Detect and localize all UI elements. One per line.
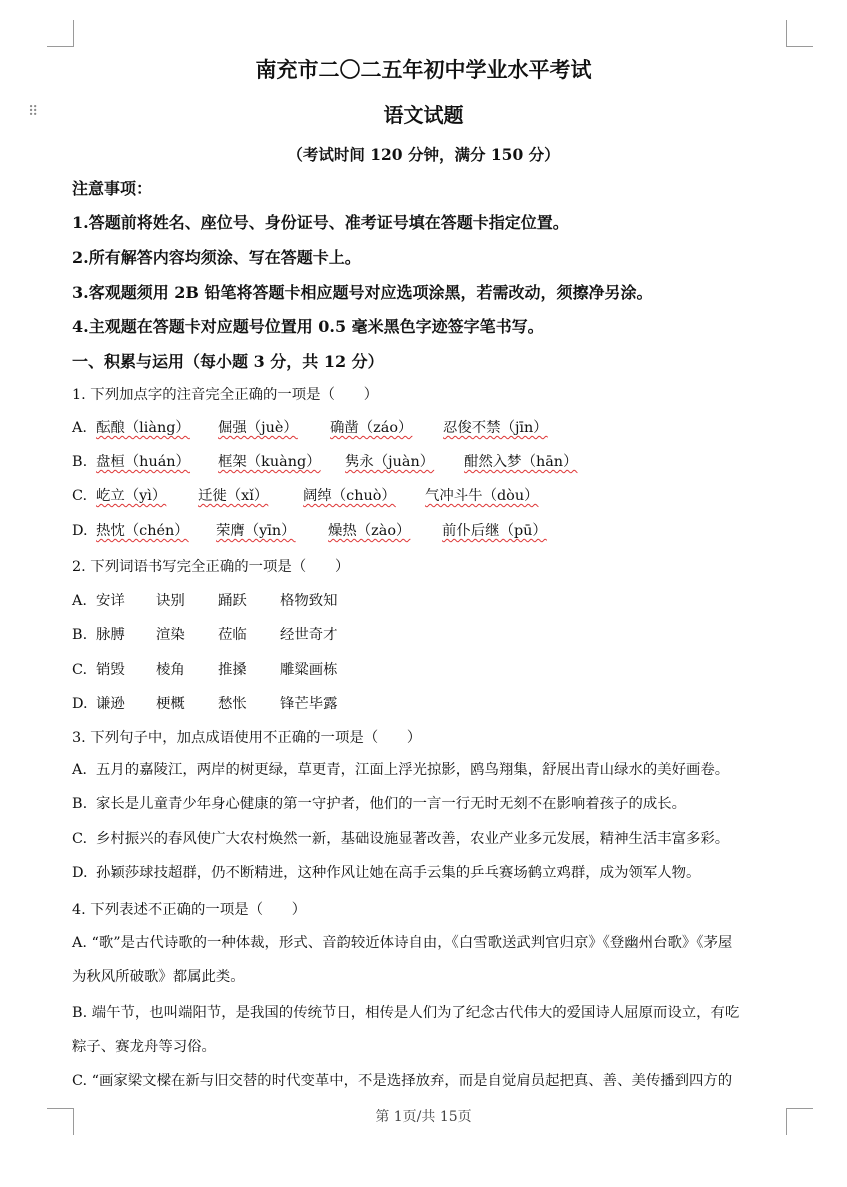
option-item: 酣然入梦（hān） [464,454,578,470]
notice-item: 3.客观题须用 2B 铅笔将答题卡相应题号对应选项涂黑，若需改动，须擦净另涂。 [72,283,653,302]
option-item: 盘桓（huán） [96,454,190,470]
option-item: 愁怅 [218,696,247,712]
option-item: 销毁 [96,662,125,678]
option-item: 阔绰（chuò） [303,488,396,504]
option-label: B. [72,796,88,812]
option-row [72,794,687,814]
option-item: 隽永（juàn） [345,454,435,470]
option-row [72,591,338,611]
option-item: 谦逊 [96,696,125,712]
option-item: 诀别 [156,593,185,609]
option-text: 乡村振兴的春风使广大农村焕然一新，基础设施显著改善，农业产业多元发展，精神生活丰富多彩。 [96,831,730,847]
option-item: 热忱（chén） [96,523,189,539]
option-item: 格物致知 [280,593,338,609]
option-row [72,760,730,780]
option-row [72,452,578,472]
option-item: 忍俊不禁（jīn） [443,420,548,436]
option-row [72,521,547,541]
option-row [72,694,338,714]
option-item: 推搡 [218,662,247,678]
question-stem: 1. 下列加点字的注音完全正确的一项是（ ） [72,387,379,403]
option-item: 燥热（zào） [328,523,411,539]
option-label: A. [72,593,87,609]
notice-item: 1.答题前将姓名、座位号、身份证号、准考证号填在答题卡指定位置。 [72,213,569,232]
option-label: D. [72,865,88,881]
section-heading: 一、积累与运用（每小题 3 分，共 12 分） [72,352,384,371]
option-item: 脉膊 [96,627,125,643]
option-label: D. [72,696,88,712]
option-item: 酝酿（liàng） [96,420,190,436]
option-label: C. [72,662,88,678]
question-stem: 2. 下列词语书写完全正确的一项是（ ） [72,559,350,575]
paragraph-line: A. “歌”是古代诗歌的一种体裁，形式、音韵较近体诗自由，《白雪歌送武判官归京》《登幽州台歌》《茅屋 [72,935,733,951]
notice-item: 4.主观题在答题卡对应题号位置用 0.5 毫米黑色字迹签字笔书写。 [72,317,544,336]
notice-item: 2.所有解答内容均须涂、写在答题卡上。 [72,248,361,267]
option-item: 棱角 [156,662,185,678]
option-item: 经世奇才 [280,627,338,643]
paragraph-line: 为秋风所破歌》都属此类。 [72,969,245,985]
option-item: 安详 [96,593,125,609]
crop-mark-top-left [47,20,74,47]
option-row [72,625,338,645]
option-label: A. [72,762,87,778]
option-text: 孙颖莎球技超群，仍不断精进，这种作风让她在高手云集的乒乓赛场鹤立鸡群，成为领军人物。 [96,865,701,881]
crop-mark-top-right [786,20,813,47]
option-item: 前仆后继（pū） [442,523,547,539]
option-item: 气冲斗牛（dòu） [425,488,539,504]
option-item: 梗概 [156,696,185,712]
option-label: C. [72,488,88,504]
option-text: 家长是儿童青少年身心健康的第一守护者，他们的一言一行无时无刻不在影响着孩子的成长。 [96,796,687,812]
option-row [72,486,539,506]
doc-subtitle: 语文试题 [383,103,464,127]
option-item: 莅临 [218,627,247,643]
option-label: D. [72,523,88,539]
option-label: B. [72,454,88,470]
paragraph-line: C. “画家梁文樑在新与旧交替的时代变革中，不是选择放弃，而是自觉肩员起把真、善、美传播到四方的 [72,1073,733,1089]
doc-title: 南充市二〇二五年初中学业水平考试 [255,57,592,82]
drag-handle-icon[interactable]: ⠿ [28,104,37,120]
option-item: 确凿（záo） [330,420,413,436]
paragraph-line: B. 端午节，也叫端阳节，是我国的传统节日，相传是人们为了纪念古代伟大的爱国诗人屈原而设立，有吃 [72,1005,740,1021]
option-row [72,418,548,438]
option-item: 迁徙（xǐ） [198,488,269,504]
option-row [72,829,730,849]
option-row [72,660,338,680]
option-row [72,863,701,883]
exam-info: （考试时间 120 分钟，满分 150 分） [287,145,560,164]
page-number: 第 1页/共 15页 [375,1109,472,1125]
option-item: 锋芒毕露 [280,696,338,712]
option-text: 五月的嘉陵江，两岸的树更绿，草更青，江面上浮光掠影，鸥鸟翔集，舒展出青山绿水的美好画卷。 [96,762,730,778]
question-stem: 4. 下列表述不正确的一项是（ ） [72,902,307,918]
question-stem: 3. 下列句子中，加点成语使用不正确的一项是（ ） [72,730,422,746]
notice-heading: 注意事项： [72,179,153,198]
option-item: 倔强（juè） [218,420,298,436]
option-label: C. [72,831,88,847]
option-item: 渲染 [156,627,185,643]
option-label: A. [72,420,87,436]
option-item: 屹立（yì） [96,488,167,504]
option-item: 踊跃 [218,593,247,609]
paragraph-line: 粽子、赛龙舟等习俗。 [72,1039,216,1055]
option-item: 框架（kuàng） [218,454,321,470]
option-item: 荣膺（yīn） [216,523,296,539]
option-item: 雕粱画栋 [280,662,338,678]
option-label: B. [72,627,88,643]
